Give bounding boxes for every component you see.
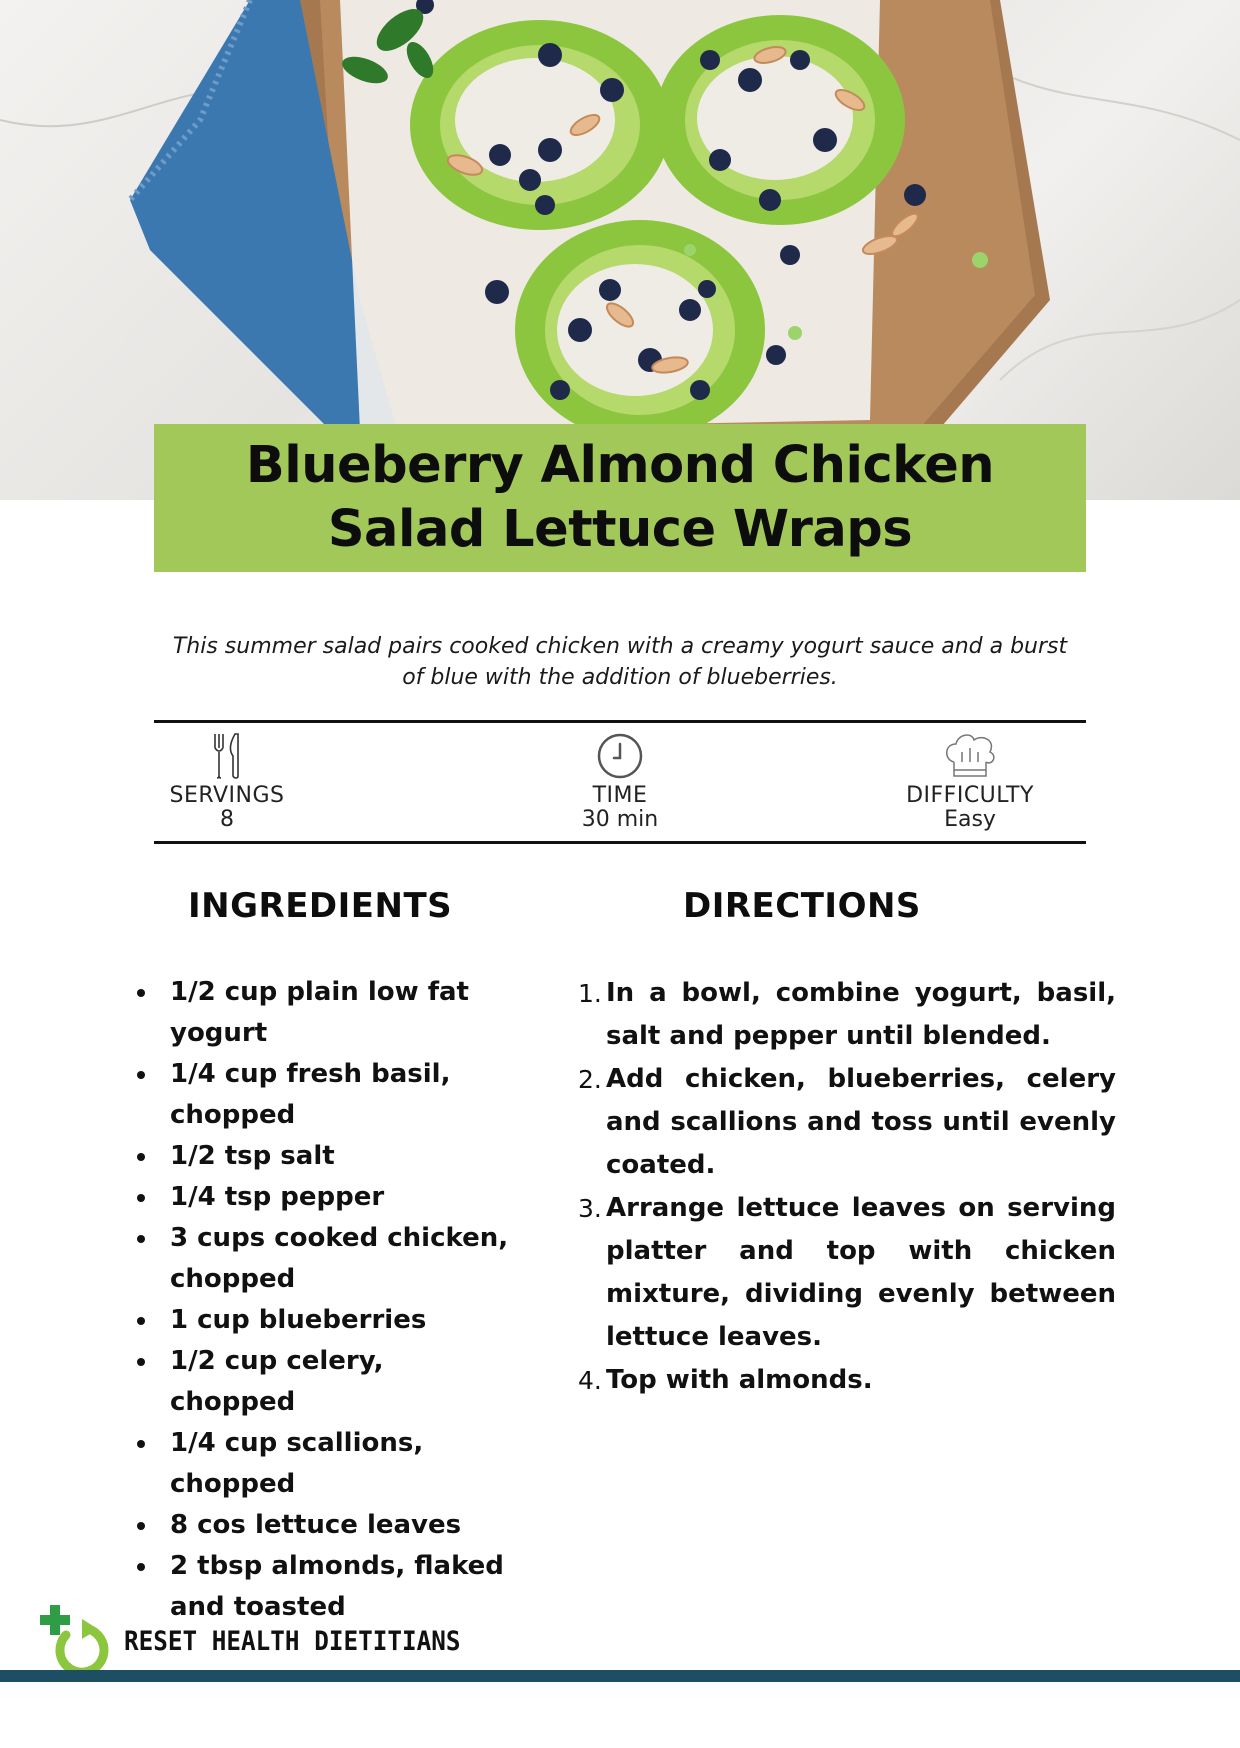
direction-step [578, 1359, 1116, 1402]
step-number: 3. [578, 1194, 602, 1223]
ingredient-item: 8 cos lettuce leaves [130, 1505, 510, 1546]
stats-bottom-rule [154, 841, 1086, 844]
directions-list [578, 972, 1116, 1402]
ingredient-item: 1/4 cup fresh basil, chopped [130, 1054, 510, 1136]
ingredient-item: 2 tbsp almonds, flaked and toasted [130, 1546, 510, 1628]
step-text: Top with almonds. [606, 1365, 873, 1395]
directions-heading: DIRECTIONS [683, 886, 921, 926]
ingredient-item: 1/2 cup celery, chopped [130, 1341, 510, 1423]
difficulty-label: DIFFICULTY [906, 783, 1034, 808]
ingredient-item: 3 cups cooked chicken, chopped [130, 1218, 510, 1300]
time-label: TIME [592, 783, 648, 808]
difficulty-stat [850, 730, 1090, 832]
ingredient-item: 1/2 cup plain low fat yogurt [130, 972, 510, 1054]
servings-stat [107, 730, 347, 832]
step-number: 1. [578, 979, 602, 1008]
difficulty-value: Easy [944, 807, 996, 832]
ingredient-item: 1 cup blueberries [130, 1300, 510, 1341]
direction-step [578, 1058, 1116, 1187]
step-text: Add chicken, blueberries, celery and scallions and toss until evenly coated. [606, 1064, 1116, 1180]
step-number: 4. [578, 1366, 602, 1395]
chef-hat-icon [940, 730, 1000, 782]
ingredients-list [130, 972, 510, 1628]
stats-top-rule [154, 720, 1086, 723]
recipe-intro: This summer salad pairs cooked chicken with a creamy yogurt sauce and a burst of blue with the addition of blueberries. [172, 634, 1068, 690]
ingredients-heading: INGREDIENTS [188, 886, 453, 926]
clock-icon [594, 730, 646, 782]
servings-label: SERVINGS [169, 783, 285, 808]
footer-bar [0, 1670, 1240, 1682]
ingredient-item: 1/2 tsp salt [130, 1136, 510, 1177]
ingredient-item: 1/4 tsp pepper [130, 1177, 510, 1218]
title-banner [154, 424, 1086, 572]
direction-step [578, 1187, 1116, 1359]
direction-step [578, 972, 1116, 1058]
servings-value: 8 [220, 807, 234, 832]
recipe-title: Blueberry Almond Chicken Salad Lettuce Wraps [245, 436, 995, 559]
brand-name: RESET HEALTH DIETITIANS [124, 1626, 461, 1657]
time-stat [500, 730, 740, 832]
time-value: 30 min [581, 807, 659, 832]
ingredient-item: 1/4 cup scallions, chopped [130, 1423, 510, 1505]
step-text: Arrange lettuce leaves on serving platter and top with chicken mixture, dividing evenly between lettuce leaves. [606, 1193, 1116, 1352]
step-number: 2. [578, 1065, 602, 1094]
reset-health-logo-icon [40, 1605, 110, 1675]
fork-knife-icon [207, 730, 247, 782]
step-text: In a bowl, combine yogurt, basil, salt and pepper until blended. [606, 978, 1116, 1051]
